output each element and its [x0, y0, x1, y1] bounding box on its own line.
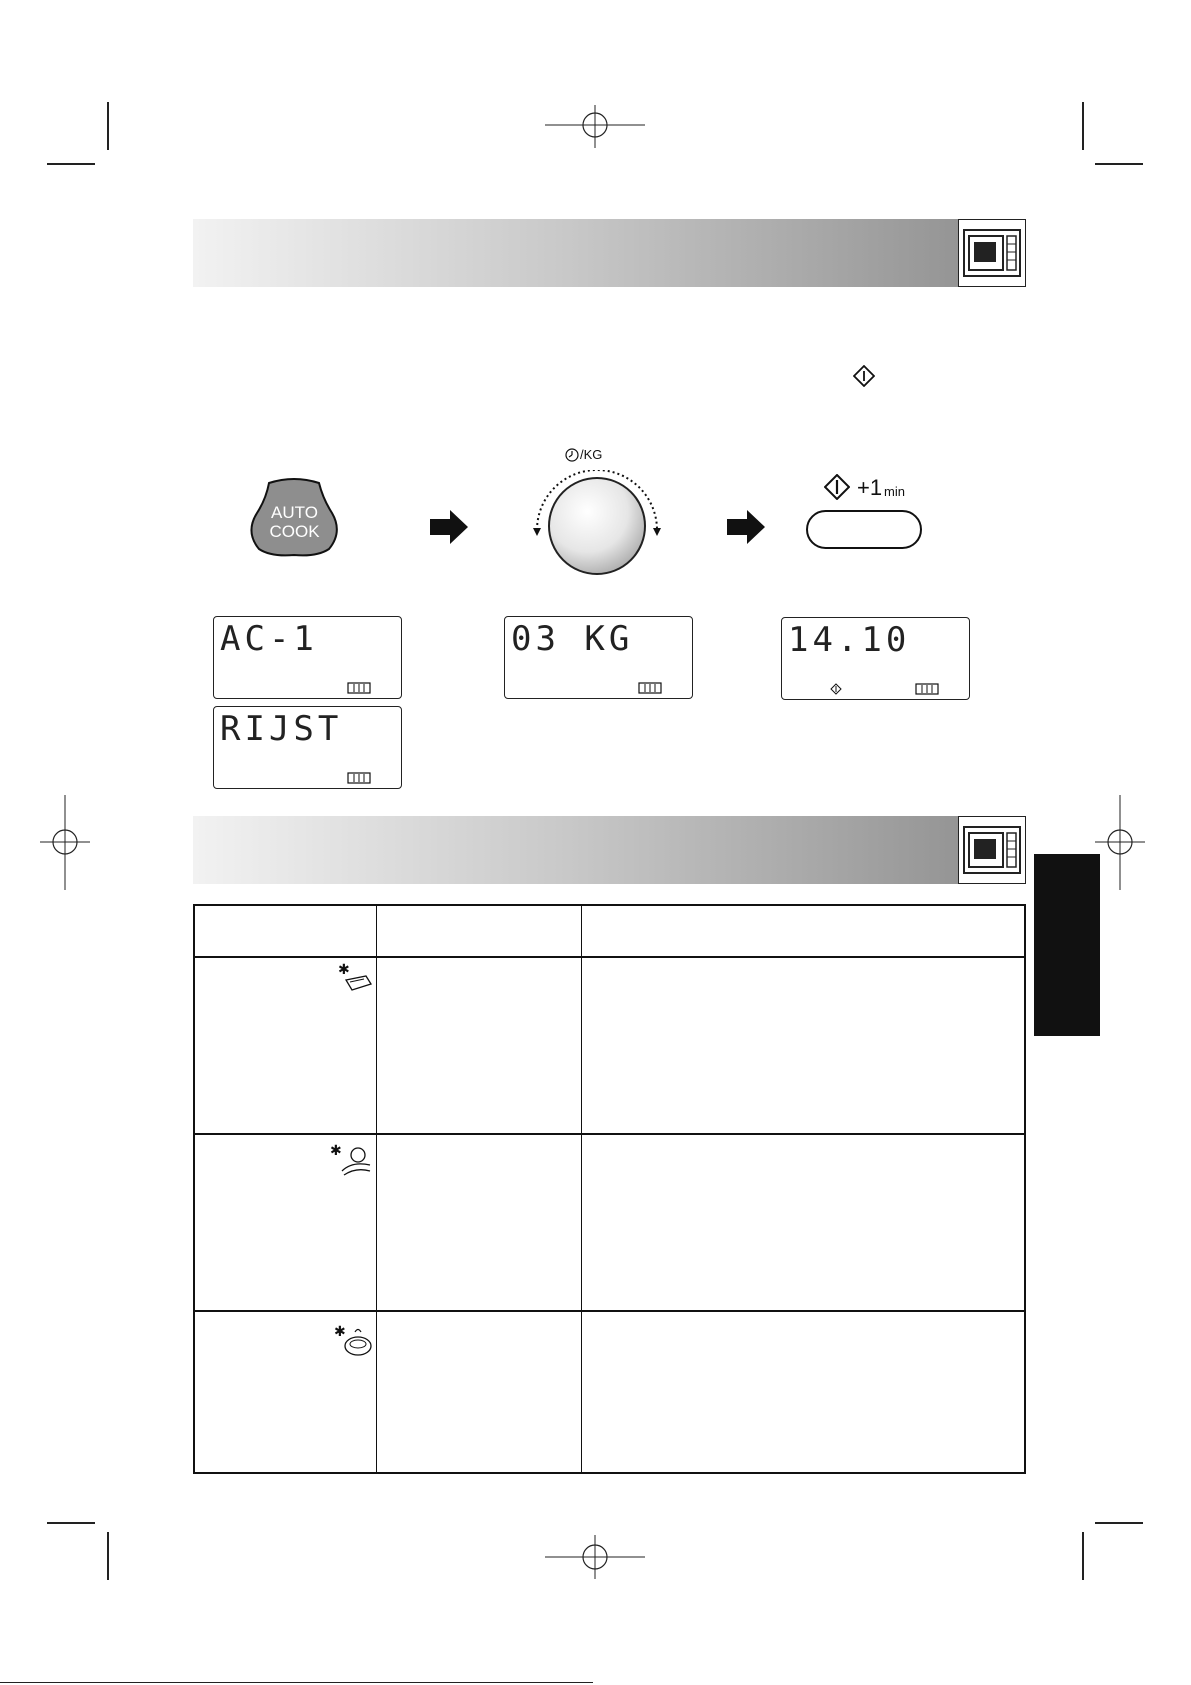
crop-mark	[47, 1522, 95, 1524]
dial-unit-label: /KG	[580, 447, 603, 462]
display-rijst	[213, 706, 402, 789]
slug-line	[0, 1682, 593, 1683]
dial-label	[565, 447, 625, 465]
table-cell	[581, 1134, 1025, 1311]
start-indicator-icon	[830, 683, 842, 695]
grill-indicator-icon	[638, 682, 662, 694]
display-text: AC-1	[220, 619, 318, 659]
language-side-tab	[1034, 854, 1100, 1036]
arrow-right-icon	[727, 510, 765, 544]
plus-one-label: +1	[857, 475, 883, 500]
plus-one-unit: min	[884, 484, 905, 499]
auto-cook-label-line1: AUTO	[271, 503, 318, 522]
arrow-right-icon	[430, 510, 468, 544]
crop-mark	[47, 163, 95, 165]
table-cell	[194, 1311, 376, 1473]
start-button[interactable]	[806, 510, 922, 549]
crop-mark	[1082, 102, 1084, 150]
svg-text:✱: ✱	[333, 1324, 346, 1340]
display-weight	[504, 616, 693, 699]
table-header-cell	[376, 905, 581, 957]
start-symbol-icon	[853, 365, 875, 387]
microwave-icon	[958, 219, 1026, 287]
registration-mark-right	[1095, 795, 1145, 895]
grill-indicator-icon	[347, 772, 371, 784]
section-banner-bottom	[193, 816, 1026, 884]
svg-text:✱: ✱	[337, 962, 350, 978]
table-row	[194, 1311, 1025, 1473]
section-banner-top	[193, 219, 1026, 287]
table-header-cell	[194, 905, 376, 957]
table-cell	[581, 1311, 1025, 1473]
registration-mark-left	[40, 795, 90, 895]
table-header-cell	[581, 905, 1025, 957]
crop-mark	[107, 1532, 109, 1580]
svg-text:✱: ✱	[329, 1143, 342, 1159]
display-text: RIJST	[220, 709, 343, 749]
display-time	[781, 617, 970, 700]
table-cell	[194, 1134, 376, 1311]
crop-mark	[107, 102, 109, 150]
frozen-meal-icon	[332, 1322, 374, 1360]
table-row	[194, 957, 1025, 1134]
table-cell	[194, 957, 376, 1134]
frozen-fish-icon	[336, 962, 374, 996]
table-cell	[581, 957, 1025, 1134]
auto-cook-button[interactable]	[247, 477, 342, 557]
start-symbol-icon	[824, 474, 850, 500]
time-weight-dial[interactable]	[527, 470, 667, 580]
table-header-row	[194, 905, 1025, 957]
auto-cook-table	[193, 904, 1026, 1474]
display-text: 14.10	[788, 620, 911, 660]
crop-mark	[1082, 1532, 1084, 1580]
frozen-vegetables-icon	[328, 1141, 374, 1179]
grill-indicator-icon	[915, 683, 939, 695]
clock-icon	[565, 448, 579, 462]
display-ac1	[213, 616, 402, 699]
display-text: 03 KG	[511, 619, 634, 659]
microwave-icon	[958, 816, 1026, 884]
auto-cook-label-line2: COOK	[269, 522, 320, 541]
table-cell	[376, 1311, 581, 1473]
crop-mark	[1095, 1522, 1143, 1524]
start-label-row	[820, 474, 930, 502]
grill-indicator-icon	[347, 682, 371, 694]
registration-mark-top	[545, 100, 645, 150]
registration-mark-bottom	[545, 1532, 645, 1582]
table-cell	[376, 957, 581, 1134]
crop-mark	[1095, 163, 1143, 165]
table-row	[194, 1134, 1025, 1311]
table-cell	[376, 1134, 581, 1311]
